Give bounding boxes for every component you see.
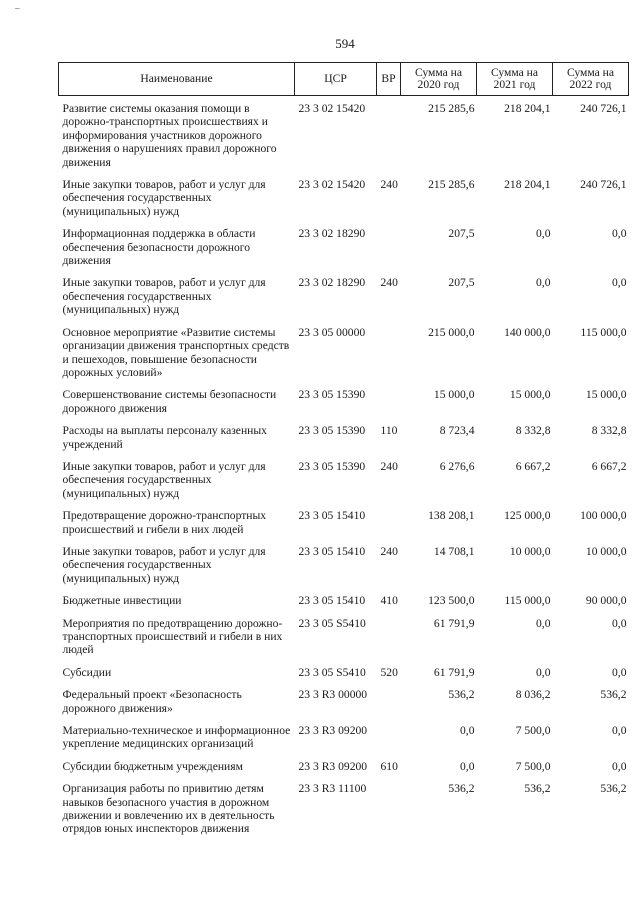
table-row	[59, 782, 629, 845]
row-sum-2020: 0,0	[460, 759, 475, 773]
table-header	[59, 63, 629, 96]
row-name: Развитие системы оказания помощи в дорожно-транспортных происшествиях и информирования участников дорожного движения о нарушениях правил дорожного движения	[62, 102, 277, 169]
row-csr: 23 3 05 15410	[298, 594, 366, 608]
row-csr: 23 3 05 15390	[298, 388, 366, 402]
table-row	[59, 460, 629, 509]
row-name: Предотвращение дорожно-транспортных происшествий и гибели в них людей	[62, 509, 267, 536]
row-sum-2020: 0,0	[460, 724, 475, 738]
row-sum-2020: 215 285,6	[428, 102, 475, 115]
row-sum-2020: 123 500,0	[428, 594, 475, 608]
row-sum-2021: 7 500,0	[515, 759, 551, 773]
row-sum-2022: 100 000,0	[580, 509, 627, 523]
table-row	[59, 227, 629, 276]
row-sum-2021: 115 000,0	[504, 594, 551, 608]
row-sum-2022: 0,0	[612, 724, 627, 738]
header-sum-2022: Сумма на 2022 год	[553, 63, 629, 96]
row-sum-2020: 215 000,0	[428, 325, 475, 339]
row-sum-2021: 8 036,2	[515, 688, 551, 702]
row-sum-2020: 6 276,6	[439, 459, 475, 473]
table-row	[59, 617, 629, 666]
header-row	[59, 63, 629, 96]
row-sum-2021: 10 000,0	[509, 544, 551, 558]
row-name: Материально-техническое и информационное укрепление медицинских организаций	[62, 724, 291, 751]
row-sum-2022: 115 000,0	[580, 325, 627, 339]
row-vr: 610	[380, 759, 398, 773]
header-sum-2020: Сумма на 2020 год	[401, 63, 477, 96]
row-sum-2022: 0,0	[612, 616, 627, 630]
table-row	[59, 594, 629, 616]
row-vr: 240	[380, 459, 398, 473]
row-sum-2020: 61 791,9	[433, 665, 475, 679]
row-sum-2021: 140 000,0	[504, 325, 551, 339]
table-row	[59, 760, 629, 782]
row-sum-2020: 138 208,1	[428, 509, 475, 523]
row-sum-2020: 536,2	[448, 688, 475, 702]
row-csr: 23 3 02 18290	[298, 227, 366, 241]
row-vr	[377, 227, 401, 276]
row-sum-2022: 240 726,1	[580, 102, 627, 115]
row-sum-2022: 15 000,0	[585, 388, 627, 402]
row-csr: 23 3 R3 09200	[298, 759, 368, 773]
row-vr: 410	[380, 594, 398, 608]
table-row	[59, 276, 629, 325]
row-sum-2022: 0,0	[612, 276, 627, 290]
row-name: Субсидии	[62, 665, 112, 679]
row-csr: 23 3 02 15420	[298, 102, 366, 115]
row-sum-2020: 536,2	[448, 782, 475, 796]
row-sum-2021: 218 204,1	[504, 178, 551, 192]
row-vr	[377, 388, 401, 424]
row-vr: 240	[380, 178, 398, 192]
row-csr: 23 3 05 S5410	[298, 665, 366, 679]
row-sum-2022: 0,0	[612, 759, 627, 773]
row-csr: 23 3 05 15410	[298, 509, 366, 523]
table-row	[59, 424, 629, 460]
page-number: 594	[335, 36, 355, 51]
row-sum-2021: 6 667,2	[515, 459, 551, 473]
row-vr	[377, 617, 401, 666]
row-vr: 240	[380, 276, 398, 290]
row-sum-2021: 0,0	[536, 665, 551, 679]
row-name: Федеральный проект «Безопасность дорожного движения»	[62, 688, 242, 715]
row-sum-2022: 0,0	[612, 665, 627, 679]
row-name: Расходы на выплаты персоналу казенных учреждений	[62, 424, 267, 451]
table-row	[59, 326, 629, 389]
row-csr: 23 3 R3 11100	[298, 782, 367, 796]
row-vr	[377, 688, 401, 724]
row-vr	[377, 782, 401, 845]
row-sum-2022: 10 000,0	[585, 544, 627, 558]
row-name: Организация работы по привитию детям навыков безопасного участия в дорожном движении и вовлечению их в деятельность отрядов юных инспекторов движения	[62, 782, 275, 836]
row-sum-2021: 7 500,0	[515, 724, 551, 738]
row-sum-2020: 15 000,0	[433, 388, 475, 402]
row-sum-2020: 215 285,6	[428, 178, 475, 192]
row-vr	[377, 724, 401, 760]
table-row	[59, 688, 629, 724]
row-vr: 520	[380, 665, 398, 679]
table-row	[59, 666, 629, 688]
row-csr: 23 3 02 18290	[298, 276, 366, 290]
header-sum-2021: Сумма на 2021 год	[477, 63, 553, 96]
row-name: Совершенствование системы безопасности дорожного движения	[62, 388, 277, 415]
row-sum-2020: 61 791,9	[433, 616, 475, 630]
row-sum-2021: 8 332,8	[515, 424, 551, 438]
table-row	[59, 545, 629, 594]
row-csr: 23 3 R3 09200	[298, 724, 368, 738]
table-row	[59, 724, 629, 760]
row-name: Субсидии бюджетным учреждениям	[62, 759, 243, 773]
row-sum-2021: 0,0	[536, 276, 551, 290]
row-sum-2021: 0,0	[536, 616, 551, 630]
header-vr: ВР	[377, 63, 401, 96]
header-name: Наименование	[59, 63, 295, 96]
row-sum-2022: 536,2	[600, 688, 627, 702]
row-csr: 23 3 02 15420	[298, 178, 366, 192]
row-sum-2022: 0,0	[612, 227, 627, 241]
row-sum-2022: 90 000,0	[585, 594, 627, 608]
header-csr: ЦСР	[295, 63, 377, 96]
row-vr	[377, 96, 401, 179]
row-csr: 23 3 05 15390	[298, 459, 366, 473]
row-sum-2020: 207,5	[448, 276, 475, 290]
row-sum-2021: 15 000,0	[509, 388, 551, 402]
row-name: Основное мероприятие «Развитие системы организации движения транспортных средств и пешеходов, повышение безопасности дорожных условий»	[62, 325, 290, 379]
row-sum-2021: 125 000,0	[504, 509, 551, 523]
row-name: Мероприятия по предотвращению дорожно-транспортных происшествий и гибели в них людей	[62, 616, 283, 657]
row-name: Иные закупки товаров, работ и услуг для обеспечения государственных (муниципальных) нужд	[62, 544, 266, 585]
row-sum-2020: 14 708,1	[433, 544, 475, 558]
table-row	[59, 509, 629, 545]
row-vr	[377, 326, 401, 389]
row-sum-2022: 8 332,8	[591, 424, 627, 438]
row-sum-2021: 536,2	[524, 782, 551, 796]
table-row	[59, 178, 629, 227]
table-row	[59, 388, 629, 424]
row-vr	[377, 509, 401, 545]
row-sum-2020: 207,5	[448, 227, 475, 241]
row-sum-2022: 6 667,2	[591, 459, 627, 473]
row-name: Иные закупки товаров, работ и услуг для обеспечения государственных (муниципальных) нужд	[62, 459, 266, 500]
row-csr: 23 3 05 15390	[298, 424, 366, 438]
row-sum-2020: 8 723,4	[439, 424, 475, 438]
row-sum-2022: 240 726,1	[580, 178, 627, 192]
row-csr: 23 3 R3 00000	[298, 688, 368, 702]
row-sum-2021: 218 204,1	[504, 102, 551, 115]
row-vr: 240	[380, 544, 398, 558]
row-vr: 110	[380, 424, 398, 438]
row-name: Иные закупки товаров, работ и услуг для обеспечения государственных (муниципальных) нужд	[62, 276, 266, 317]
row-csr: 23 3 05 15410	[298, 544, 366, 558]
corner-mark: ~	[14, 4, 21, 13]
row-name: Иные закупки товаров, работ и услуг для обеспечения государственных (муниципальных) нужд	[62, 178, 266, 218]
row-sum-2021: 0,0	[536, 227, 551, 241]
table-row	[59, 96, 629, 179]
row-sum-2022: 536,2	[600, 782, 627, 796]
row-csr: 23 3 05 00000	[298, 325, 366, 339]
row-name: Бюджетные инвестиции	[62, 594, 182, 608]
row-csr: 23 3 05 S5410	[298, 616, 366, 630]
table-body	[59, 96, 629, 845]
row-name: Информационная поддержка в области обеспечения безопасности дорожного движения	[62, 227, 256, 268]
budget-table	[58, 62, 629, 845]
